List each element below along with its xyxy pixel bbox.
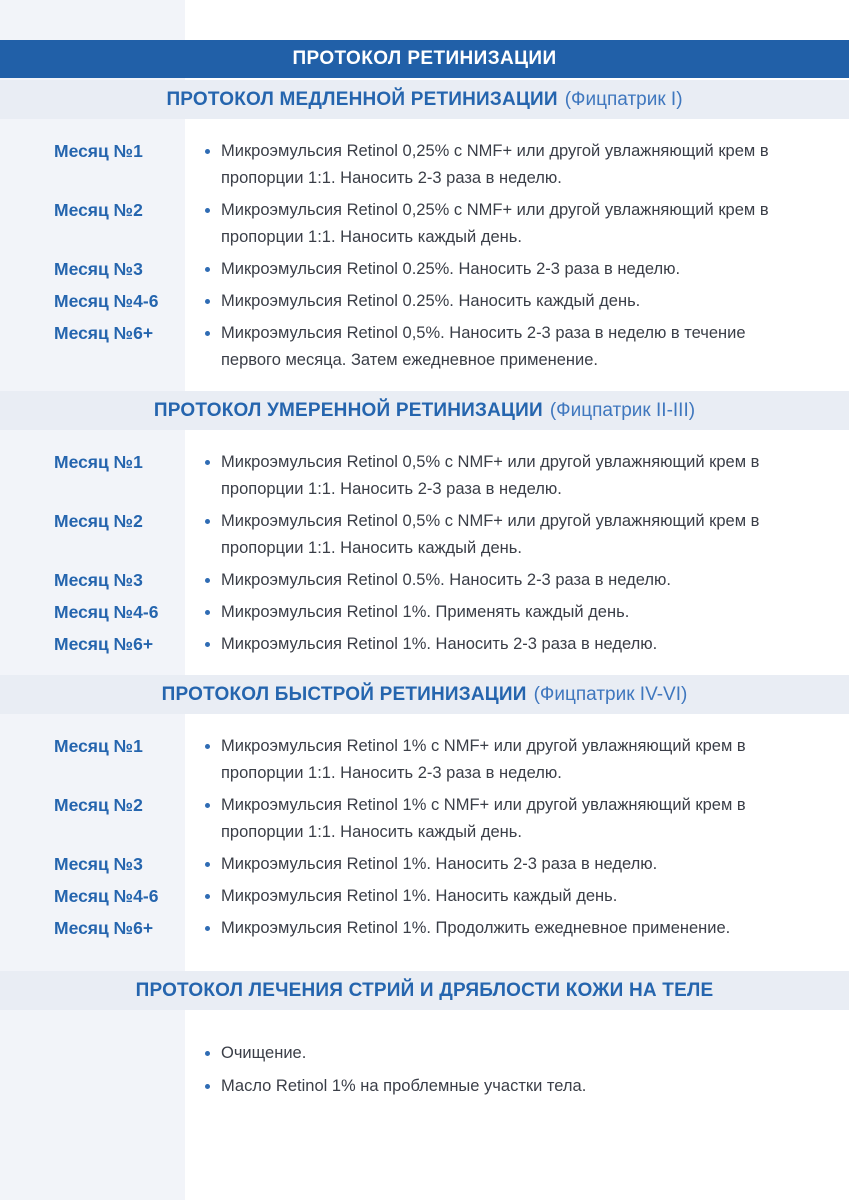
month-label: Месяц №6+ <box>54 918 154 938</box>
bullet-text: Микроэмульсия Retinol 0.5%. Наносить 2-3 раза в неделю. <box>221 571 671 589</box>
month-row <box>0 883 811 910</box>
section-rows <box>0 1010 849 1115</box>
month-row <box>0 449 811 503</box>
bullet-text: Микроэмульсия Retinol 1% с NMF+ или другой увлажняющий крем в пропорции 1:1. Наносить 2-3 раза в неделю. <box>221 737 746 782</box>
month-items <box>185 508 811 562</box>
section-header-band <box>0 971 849 1010</box>
month-label: Месяц №1 <box>54 452 143 472</box>
bullet-text: Очищение. <box>221 1044 307 1062</box>
bullet-text: Микроэмульсия Retinol 0,5% с NMF+ или другой увлажняющий крем в пропорции 1:1. Наносить 2-3 раза в неделю. <box>221 453 760 498</box>
bullet-item <box>205 567 811 594</box>
bullet-item <box>205 733 811 787</box>
bullet-item <box>205 197 811 251</box>
bullet-dot-icon <box>205 519 210 524</box>
month-row <box>0 138 811 192</box>
section-header-band <box>0 80 849 119</box>
month-label: Месяц №6+ <box>54 323 154 343</box>
bullet-dot-icon <box>205 1084 210 1089</box>
bullet-text: Микроэмульсия Retinol 1%. Наносить каждый день. <box>221 887 618 905</box>
month-label: Месяц №6+ <box>54 634 154 654</box>
month-label: Месяц №4-6 <box>54 291 159 311</box>
month-items <box>185 449 811 503</box>
bullet-dot-icon <box>205 894 210 899</box>
section-rows <box>0 714 849 957</box>
month-items <box>185 288 811 315</box>
month-items <box>185 197 811 251</box>
month-row <box>0 288 811 315</box>
section-header-band <box>0 391 849 430</box>
month-label: Месяц №3 <box>54 259 143 279</box>
section-title: ПРОТОКОЛ ЛЕЧЕНИЯ СТРИЙ И ДРЯБЛОСТИ КОЖИ НА ТЕЛЕ <box>135 979 714 1001</box>
section-subtitle: (Фицпатрик II-III) <box>549 399 696 421</box>
section-fast-retinization <box>0 675 849 957</box>
bullet-text: Микроэмульсия Retinol 0.25%. Наносить 2-3 раза в неделю. <box>221 260 681 278</box>
bullet-item <box>205 631 811 658</box>
bullet-item <box>205 288 811 315</box>
month-label: Месяц №1 <box>54 141 143 161</box>
section-rows <box>0 430 849 673</box>
bullet-text: Микроэмульсия Retinol 1%. Применять каждый день. <box>221 603 630 621</box>
bullet-text: Микроэмульсия Retinol 0.25%. Наносить каждый день. <box>221 292 641 310</box>
step-items <box>185 1040 811 1100</box>
month-label: Месяц №2 <box>54 795 143 815</box>
bullet-dot-icon <box>205 578 210 583</box>
month-row <box>0 792 811 846</box>
month-items <box>185 883 811 910</box>
bullet-dot-icon <box>205 299 210 304</box>
month-label: Месяц №3 <box>54 570 143 590</box>
document-title: ПРОТОКОЛ РЕТИНИЗАЦИИ <box>292 48 557 69</box>
month-label: Месяц №2 <box>54 200 143 220</box>
month-row <box>0 320 811 374</box>
bullet-item <box>205 449 811 503</box>
section-subtitle: (Фицпатрик I) <box>564 88 683 110</box>
bullet-dot-icon <box>205 267 210 272</box>
month-items <box>185 256 811 283</box>
bullet-dot-icon <box>205 149 210 154</box>
bullet-item <box>205 256 811 283</box>
bullet-dot-icon <box>205 331 210 336</box>
month-row <box>0 256 811 283</box>
section-body-treatment <box>0 971 849 1115</box>
month-row <box>0 508 811 562</box>
month-label: Месяц №4-6 <box>54 602 159 622</box>
bullet-dot-icon <box>205 208 210 213</box>
section-title: ПРОТОКОЛ БЫСТРОЙ РЕТИНИЗАЦИИ <box>161 683 527 705</box>
bullet-text: Микроэмульсия Retinol 1% с NMF+ или другой увлажняющий крем в пропорции 1:1. Наносить каждый день. <box>221 796 746 841</box>
section-rows <box>0 119 849 389</box>
bullet-dot-icon <box>205 1051 210 1056</box>
bullet-item <box>205 1040 811 1067</box>
bullet-dot-icon <box>205 610 210 615</box>
bullet-dot-icon <box>205 803 210 808</box>
bullet-dot-icon <box>205 862 210 867</box>
month-label: Месяц №4-6 <box>54 886 159 906</box>
bullet-item <box>205 851 811 878</box>
month-row <box>0 197 811 251</box>
document-title-bar <box>0 40 849 78</box>
month-items <box>185 567 811 594</box>
month-row <box>0 567 811 594</box>
section-title: ПРОТОКОЛ МЕДЛЕННОЙ РЕТИНИЗАЦИИ <box>166 88 558 110</box>
month-items <box>185 851 811 878</box>
bullet-item <box>205 883 811 910</box>
month-items <box>185 599 811 626</box>
bullet-text: Микроэмульсия Retinol 1%. Продолжить ежедневное применение. <box>221 919 731 937</box>
section-subtitle: (Фицпатрик IV-VI) <box>533 683 688 705</box>
month-label: Месяц №2 <box>54 511 143 531</box>
month-row <box>0 599 811 626</box>
section-slow-retinization <box>0 80 849 389</box>
month-items <box>185 138 811 192</box>
bullet-item <box>205 599 811 626</box>
bullet-text: Микроэмульсия Retinol 1%. Наносить 2-3 раза в неделю. <box>221 855 658 873</box>
bullet-dot-icon <box>205 926 210 931</box>
bullet-text: Микроэмульсия Retinol 1%. Наносить 2-3 раза в неделю. <box>221 635 658 653</box>
month-items <box>185 631 811 658</box>
month-label: Месяц №1 <box>54 736 143 756</box>
steps-row <box>0 1040 811 1100</box>
month-items <box>185 320 811 374</box>
bullet-text: Микроэмульсия Retinol 0,5% с NMF+ или другой увлажняющий крем в пропорции 1:1. Наносить каждый день. <box>221 512 760 557</box>
bullet-text: Микроэмульсия Retinol 0,25% с NMF+ или другой увлажняющий крем в пропорции 1:1. Наносить каждый день. <box>221 201 769 246</box>
month-row <box>0 851 811 878</box>
bullet-item <box>205 1073 811 1100</box>
bullet-text: Микроэмульсия Retinol 0,25% с NMF+ или другой увлажняющий крем в пропорции 1:1. Наносить 2-3 раза в неделю. <box>221 142 769 187</box>
month-items <box>185 792 811 846</box>
bullet-dot-icon <box>205 460 210 465</box>
bullet-text: Масло Retinol 1% на проблемные участки тела. <box>221 1077 587 1095</box>
bullet-item <box>205 915 811 942</box>
month-label: Месяц №3 <box>54 854 143 874</box>
month-row <box>0 733 811 787</box>
month-items <box>185 733 811 787</box>
section-header-band <box>0 675 849 714</box>
month-items <box>185 915 811 942</box>
month-row <box>0 915 811 942</box>
bullet-dot-icon <box>205 744 210 749</box>
section-title: ПРОТОКОЛ УМЕРЕННОЙ РЕТИНИЗАЦИИ <box>153 399 543 421</box>
bullet-item <box>205 138 811 192</box>
bullet-item <box>205 508 811 562</box>
bullet-text: Микроэмульсия Retinol 0,5%. Наносить 2-3 раза в неделю в течение первого месяца. Затем ежедневное применение. <box>221 324 746 369</box>
month-row <box>0 631 811 658</box>
bullet-item <box>205 792 811 846</box>
bullet-dot-icon <box>205 642 210 647</box>
section-moderate-retinization <box>0 391 849 673</box>
bullet-item <box>205 320 811 374</box>
